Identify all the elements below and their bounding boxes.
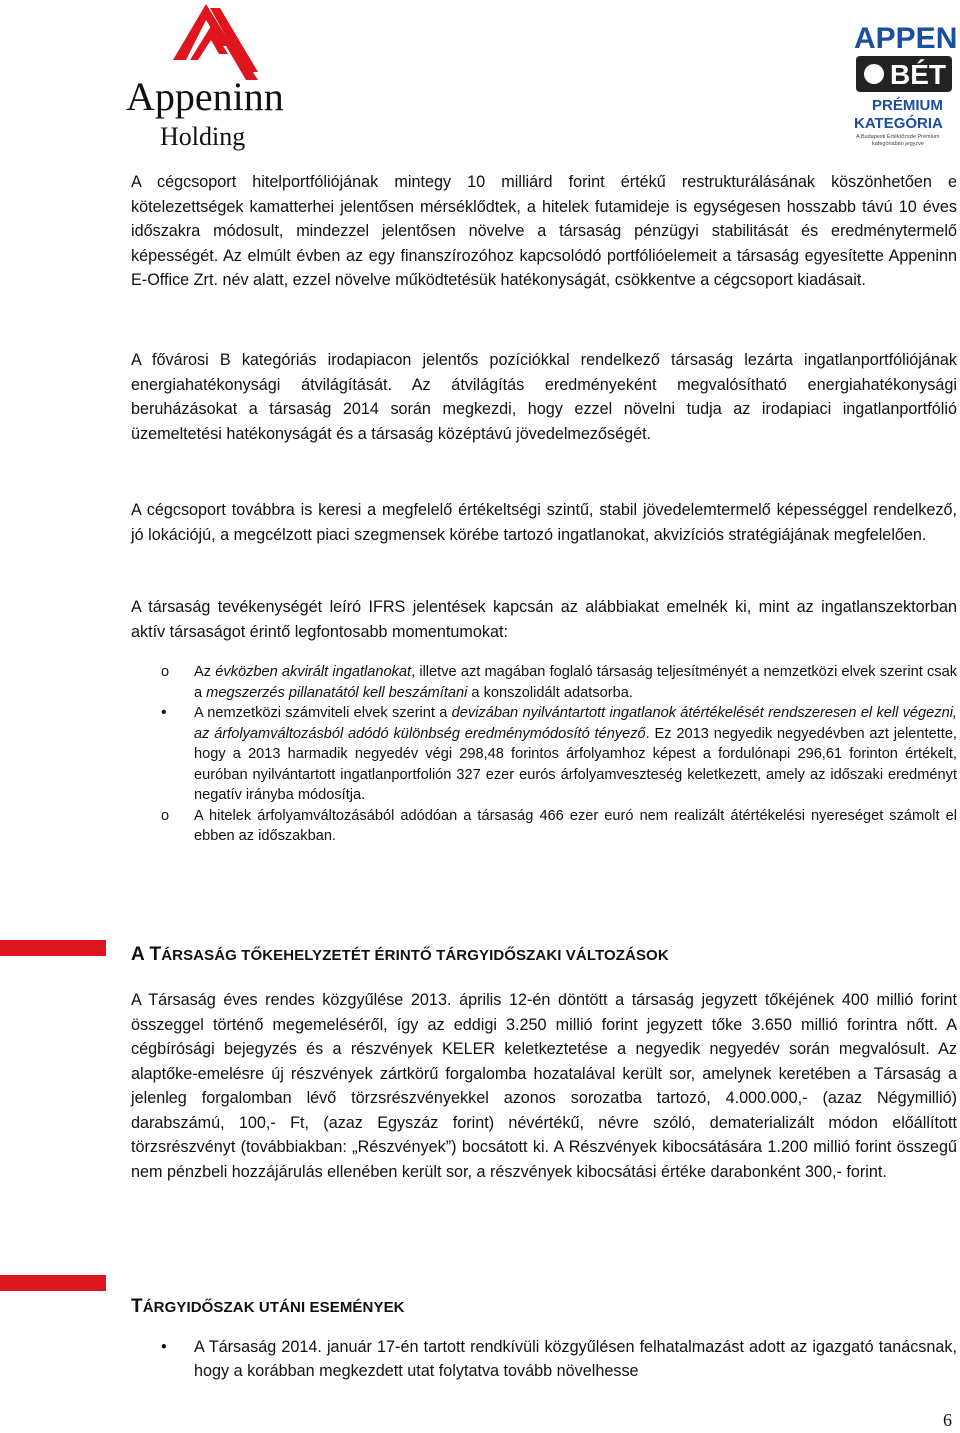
list-marker: o	[161, 664, 170, 680]
page-header	[0, 0, 960, 160]
paragraph-energy-audit: A fővárosi B kategóriás irodapiacon jelentős pozíciókkal rendelkező társaság lezárta ingatlanportfóliójának energiahatékonysági átvilágítását. Az átvilágítás eredményeként megvalósítható energiahatékonysági beruházásokat a társaság 2014 során megkezdi, hogy ezzel növelni tudja az irodapiaci ingatlanportfólió üzemeltetési hatékonyságát és a társaság középtávú jövedelmezőségét.	[131, 351, 957, 443]
paragraph-capital-changes: A Társaság éves rendes közgyűlése 2013. április 12-én döntött a társaság jegyzett tőkéjének 400 millió forint összeggel történő megemeléséről, így az eddigi 3.250 millió forint jegyzett tőke 3.650 millió forintra nőtt. A cégbírósági bejegyzés és a részvények KELER keletkeztetése a negyedik negyedév során megvalósult. Az alaptőke-emelésre új részvények zártkörű forgalomba hozatalával került sor, amelynek keretében a Társaság a jelenleg forgalomban lévő törzsrészvényekkel azonos sorozatba tartozó, 4.000.000,- (azaz Négymillió) darabszámú, 100,- Ft, (azaz Egyszáz forint) névértékű, névre szóló, dematerializált módon előállított törzsrészvényt (továbbiakban: „Részvények”) bocsátott ki. A Részvények kibocsátására 1.200 millió forint összegű nem pénzbeli hozzájárulás ellenében került sor, a részvények kibocsátási értéke darabonként 300,- forint.	[131, 991, 957, 1181]
paragraph-acquisition-strategy: A cégcsoport továbbra is keresi a megfelelő értékeltségi szintű, stabil jövedelemtermelő képességgel rendelkező, jó lokációjú, a megcélzott piaci szegmensek körébe tartozó ingatlanokat, akvizíciós stratégiájának megfelelően.	[131, 501, 957, 544]
bet-logo-small2: kategóriában jegyzve	[872, 141, 924, 147]
paragraph-ifrs-intro: A társaság tevékenységét leíró IFRS jelentések kapcsán az alábbiakat emelnék ki, mint az ingatlanszektorban aktív társaságot érintő legfontosabb momentumokat:	[131, 598, 957, 641]
section-heading-capital: A TÁRSASÁG TŐKEHELYZETÉT ÉRINTŐ TÁRGYIDŐSZAKI VÁLTOZÁSOK	[131, 944, 669, 965]
section-rule	[0, 1275, 106, 1291]
bet-premium-logo	[852, 18, 956, 148]
list-item: • A nemzetközi számviteli elvek szerint a devizában nyilvántartott ingatlanok átértékelését rendszeresen el kell végezni, az árfolyamváltozásból adódó különbség eredménymódosító tényező. Ez 2013 negyedik negyedévben azt jelentette, hogy a 2013 harmadik negyedév végi 298,48 forintos árfolyamhoz képest a fordulónapi 296,61 forinton értékelt, euróban nyilvántartott ingatlanportfolión 327 ezer eurós árfolyamveszteség keletkezett, amely az időszaki eredményt negatív irányba módosítja.	[161, 704, 957, 803]
bet-logo-small1: A Budapesti Értéktőzsde Prémium	[856, 134, 940, 140]
bet-logo-bet: BÉT	[890, 59, 946, 90]
appeninn-holding-logo	[118, 2, 308, 152]
appeninn-mountain-icon	[118, 2, 308, 152]
list-item: o Az évközben akvirált ingatlanokat, illetve azt magában foglaló társaság teljesítményét a nemzetközi elvek szerint csak a megszerzés pillanatától kell beszámítani a konszolidált adatsorba.	[161, 664, 957, 701]
paragraph-loan-restructuring: A cégcsoport hitelportfóliójának mintegy 10 milliárd forint értékű restrukturálásának köszönhetően e kötelezettségek kamatterhei jelentősen mérséklődtek, a hitelek futamideje is egységesen hosszabb távú 10 éves időszakra módosult, mindezzel jelentősen növelve a társaság pénzügyi stabilitását és eredménytermelő képességét. Az elmúlt évben az egy finanszírozóhoz kapcsolódó portfólióelemeit a társaság egyesítette Appeninn E-Office Zrt. név alatt, ezzel növelve működtetésük hatékonyságát, csökkentve a cégcsoport kiadásait.	[131, 173, 957, 289]
bet-logo-appen: APPEN	[854, 22, 956, 55]
logo-subtitle: Holding	[160, 122, 246, 151]
list-marker: o	[161, 807, 170, 824]
list-marker: •	[161, 704, 167, 721]
section-heading-events: TÁRGYIDŐSZAK UTÁNI ESEMÉNYEK	[131, 1296, 405, 1317]
list-marker: •	[161, 1338, 167, 1356]
logo-wordmark: Appeninn	[126, 74, 284, 119]
bet-logo-kategoria: KATEGÓRIA	[854, 115, 943, 132]
list-item: • A Társaság 2014. január 17-én tartott rendkívüli közgyűlésen felhatalmazást adott az igazgató tanácsnak, hogy a korábban megkezdett utat folytatva tovább növelhesse	[161, 1338, 957, 1380]
section-rule	[0, 940, 106, 956]
post-period-events-list	[131, 1336, 957, 1383]
page-number: 6	[943, 1410, 952, 1430]
list-item: o A hitelek árfolyamváltozásából adódóan a társaság 466 ezer euró nem realizált átértékelési nyereséget számolt el ebben az időszakban.	[161, 807, 957, 844]
ifrs-moments-list	[131, 662, 957, 847]
bet-emblem-icon	[864, 64, 884, 84]
bet-logo-premium: PRÉMIUM	[872, 97, 943, 114]
